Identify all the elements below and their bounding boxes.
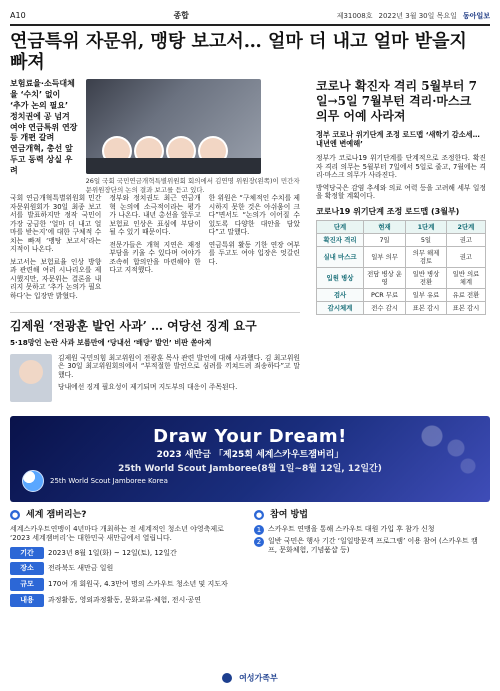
left-column [10,79,300,405]
second-headline: 김제원 ‘전광훈 발언 사과’ … 여당선 징계 요구 [10,319,257,334]
meeting-table [86,158,261,174]
covid-table-title: 코로나19 위기단계 조정 로드맵 (3월부) [316,206,460,216]
participation-item [254,525,486,535]
number-badge: 1 [254,525,264,535]
info-key: 규모 [10,578,44,591]
info-left-title: 세계 잼버리는? [26,509,87,520]
cell: 권고 [446,246,485,267]
lead-and-photo [10,79,300,194]
publish-date: 2022년 3월 30일 목요일 [378,11,457,20]
info-left-title-row [10,510,242,521]
number-badge: 2 [254,537,264,547]
subhead-1: 보험료율·소득대체율 ‘수치’ 없이 [10,79,75,100]
cell: 일부 의무 [364,246,406,267]
footer-brand-text: 여성가족부 [239,673,278,682]
participation-item [254,537,486,555]
page-header [10,8,490,26]
info-left [10,510,242,610]
main-para-1: 국회 연금개혁특별위원회 민간자문위원회가 30일 최종 보고서를 발표하지만 정작 국민이 가장 궁금한 ‘얼마 더 내고 얼마를 받는지’에 대한 구체적 수치는 빠져 ‘맹탕 보고서’라는 지적이 나온다. [10,194,102,254]
info-item [10,578,242,591]
row-label: 입원 병상 [317,267,364,288]
second-para-1: 김제원 국민의힘 최고위원이 전광훈 목사 관련 발언에 대해 사과했다. 김 최고위원은 30일 최고위원회의에서 “부적절한 발언으로 심려를 끼쳐드려 죄송하다”고 말했다. [58,353,300,379]
table-row [317,301,486,314]
main-body-col-2 [109,194,200,304]
decorative-dots [420,424,480,484]
info-value: 과정활동, 영외과정활동, 문화교류·체험, 전시·공연 [48,595,202,604]
main-para-2: 보고서는 보험료율 인상 방향과 관련해 여러 시나리오를 제시했지만, 자문위는 결론을 내리지 못하고 ‘추가 논의가 필요하다’는 입장만 밝혔다. [10,257,102,300]
cell: 표본 감시 [406,301,447,314]
top-row [10,79,490,405]
participation-text: 일반 국민은 행사 기간 ‘일일방문객 프로그램’ 이용 참여 (스카우트 캠프, 문화체험, 기념품샵 등) [268,537,478,554]
main-body-col-3 [209,194,300,304]
subheads [10,79,78,188]
info-right-title-row [254,510,486,521]
row-label: 검사 [317,288,364,301]
main-para-4: 전문가들은 개혁 지연은 재정 부담을 키울 수 있다며 여야가 조속히 합의안을 마련해야 한다고 지적했다. [109,240,201,275]
photo-block [86,79,300,194]
subhead-4: 연금개혁, 총선 앞두고 동력 상실 우려 [10,144,73,175]
ministry-logo-icon [222,673,232,683]
row-label: 실내 마스크 [317,246,364,267]
page-tag: A10 [10,11,26,20]
info-value: 170여 개 회원국, 4.3만여 명의 스카우트 청소년 및 지도자 [48,580,228,589]
main-para-3: 정부와 정치권도 최근 연금개혁 논의에 소극적이라는 평가가 나온다. 내년 총선을 앞두고 보험료 인상은 표심에 부담이 될 수 있기 때문이다. [109,194,201,237]
cell: 7일 [364,233,406,246]
th-stage: 단계 [317,220,364,233]
paper-name: 동아일보 [462,11,490,20]
table-head [317,220,486,233]
info-key: 기간 [10,547,44,560]
right-para-1: 정부가 코로나19 위기단계를 단계적으로 조정한다. 확진자 격리 의무는 5월부터 7일에서 5일로 줄고, 7월에는 격리·마스크 의무가 사라진다. [316,154,486,180]
footer-brand [0,673,500,684]
issue-number: 제31008호 [336,11,373,20]
right-column [316,79,486,405]
main-headline: 연금특위 자문위, 맹탕 보고서… 얼마 더 내고 얼마 받을지 빠져 [10,31,467,73]
th-stage-1: 1단계 [406,220,447,233]
info-right [254,510,486,610]
table-row [317,267,486,288]
subhead-2: ‘추가 논의 필요’ 정치권에 공 넘겨 [10,100,70,121]
right-body [316,154,486,200]
cell: 표본 감시 [446,301,485,314]
right-headline: 코로나 확진자 격리 5월부터 7일→5일 7월부턴 격리·마스크 의무 어예 사라져 [316,79,477,124]
cell: 일반 병상 전환 [406,267,447,288]
info-key: 내용 [10,594,44,607]
header-left [10,11,26,21]
ad-eng: 25th World Scout Jamboree(8월 1일~8월 12일, 12일간) [118,463,382,474]
right-para-2: 방역당국은 감염 추세와 의료 여력 등을 고려해 세부 일정을 확정할 계획이다. [316,183,486,201]
cell: 전담 병상 운영 [364,267,406,288]
jamboree-ad-banner [10,416,490,502]
info-right-title: 참여 방법 [270,509,308,520]
th-current: 현재 [364,220,406,233]
participation-text: 스카우트 연맹을 통해 스카우트 대원 가입 후 참가 신청 [268,525,435,534]
info-item [10,562,242,575]
th-stage-2: 2단계 [446,220,485,233]
second-para-2: 당내에선 징계 필요성이 제기되며 지도부의 대응이 주목된다. [58,383,238,392]
jamboree-logo-text: 25th World Scout Jamboree Korea [50,476,168,485]
info-item [10,547,242,560]
cell: PCR 무료 [364,288,406,301]
main-para-5: 한 위원은 “구체적인 수치를 제시하지 못한 것은 아쉬움이 크다”면서도 “논의가 이어질 수 있도록 다양한 대안을 담았다”고 말했다. [208,194,300,237]
subhead-3: 여야 연금특위 연장 등 개편 갈려 [10,122,78,143]
table-row [317,246,486,267]
cell: 의무 해제 검토 [406,246,447,267]
ad-title: Draw Your Dream! [153,425,347,447]
jamboree-logo [22,470,168,492]
cell: 일부 유료 [406,288,447,301]
info-icon: ● [11,511,19,520]
row-label: 감시체계 [317,301,364,314]
covid-roadmap-table [316,220,486,315]
section-name: 종합 [173,11,189,20]
info-value: 전라북도 새만금 일원 [48,564,114,573]
portrait-photo [10,354,52,402]
info-value: 2023년 8월 1일(화) ~ 12일(토), 12일간 [48,548,177,557]
table-row [317,233,486,246]
info-icon: ● [255,511,263,520]
ad-subtitle: 2023 새만금 「제25회 세계스카우트잼버리」 [156,450,344,461]
cell: 일반 의료체계 [446,267,485,288]
divider [10,312,300,313]
photo-caption: 26일 국회 국민연금개혁특별위원회 회의에서 김연명 위원장(왼쪽)이 민간자문위원장단의 논의 결과 보고를 듣고 있다. [85,177,300,194]
cell: 권고 [446,233,485,246]
header-right [337,12,490,21]
second-lead: 5·18망언 논란 사과 보름만에 ‘당내선 ‘배당’ 발언’ 비판 쏟아져 [10,338,212,348]
info-item [10,594,242,607]
cell: 유료 전환 [446,288,485,301]
jamboree-badge-icon [22,470,44,492]
table-row [317,288,486,301]
table-header-row [317,220,486,233]
main-body-col-1 [10,194,101,304]
second-body [10,354,300,406]
right-subtitle: 정부 코로나 위기단계 조정 로드맵 ‘새학기 감소세… 내년엔 변예해’ [316,130,480,149]
row-label: 확진자 격리 [317,233,364,246]
cell: 5일 [406,233,447,246]
meeting-photo [86,79,261,174]
info-key: 장소 [10,562,44,575]
cell: 전수 감시 [364,301,406,314]
table-body [317,233,486,314]
main-body [10,194,300,304]
info-left-desc: 세계스카우트연맹이 4년마다 개최하는 전 세계적인 청소년 야영축제로 ‘2023 세계잼버리’는 대한민국 새만금에서 열립니다. [10,525,224,542]
main-para-6: 연금특위 활동 기한 연장 여부를 두고도 여야 입장은 엇갈린다. [208,240,300,266]
info-area [10,510,490,610]
